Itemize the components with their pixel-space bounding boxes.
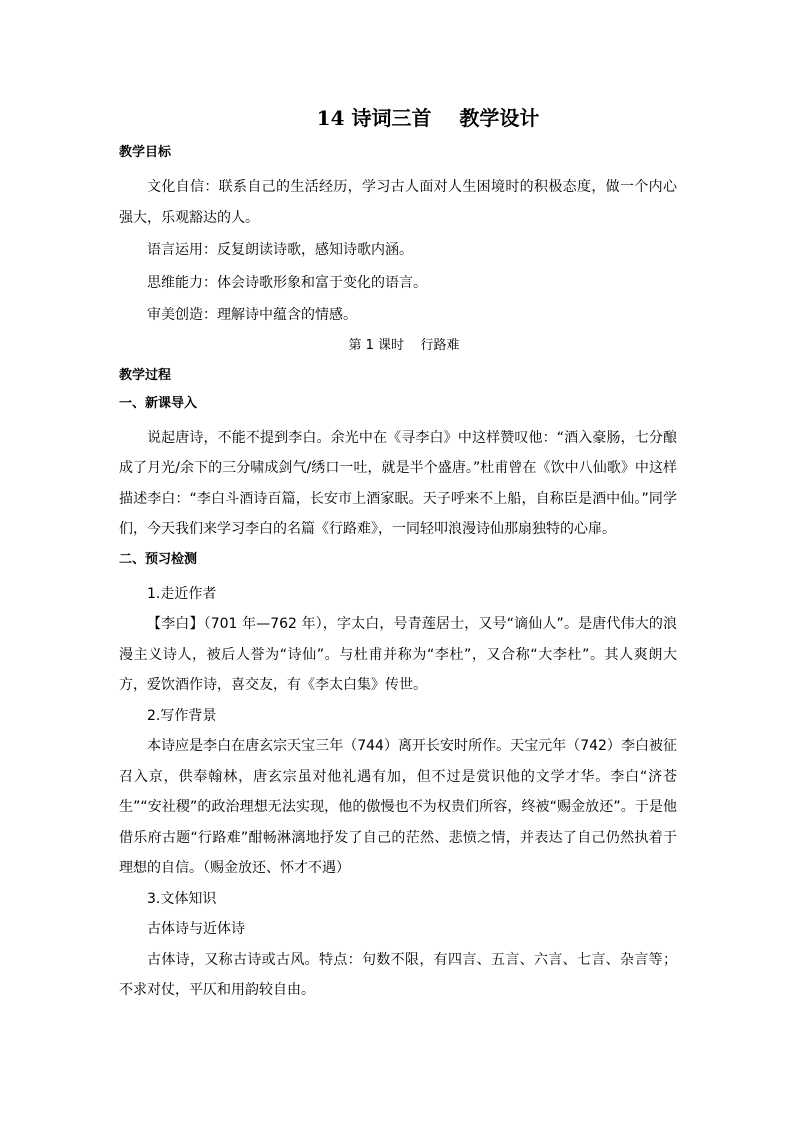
document-page [119, 104, 677, 1006]
page-title: 14 诗词三首 教学设计 [316, 106, 540, 130]
goals-heading: 教学目标 [119, 145, 172, 160]
sub3-title: 3.文体知识 [147, 890, 217, 907]
section1-heading: 一、新课导入 [119, 395, 198, 411]
process-heading: 教学过程 [119, 367, 172, 383]
section2-heading: 二、预习检测 [119, 551, 198, 567]
sub1-title: 1.走近作者 [147, 585, 217, 602]
sub2-text: 本诗应是李白在唐玄宗天宝三年（744）离开长安时所作。天宝元年（742）李白被征召入京，供奉翰林，唐玄宗虽对他礼遇有加，但不过是赏识他的文学才华。李白“济苍生”“安社稷”的政治理想无法实现，他的傲慢也不为权贵们所容，终被“赐金放还”。于是他借乐府古题“行路难”酣畅淋漓地抒发了自己的茫然、悲愤之情，并表达了自己仍然执着于理想的自信。（赐金放还、怀才不遇） [119, 738, 677, 876]
goal-thinking: 思维能力：体会诗歌形象和富于变化的语言。 [147, 274, 427, 291]
sub2-title: 2.写作背景 [147, 707, 217, 724]
goal-language: 语言运用：反复朗读诗歌，感知诗歌内涵。 [147, 242, 413, 258]
sub1-text: 【李白】（701 年—762 年），字太白，号青莲居士，又号“谪仙人”。是唐代伟大的浪漫主义诗人，被后人誉为“诗仙”。与杜甫并称为“李杜”，又合称“大李杜”。其人爽朗大方，爱饮酒作诗，喜交友，有《李太白集》传世。 [119, 616, 677, 693]
sub3-subtitle: 古体诗与近体诗 [147, 921, 245, 937]
lesson-title: 第 1 课时 行路难 [348, 337, 460, 353]
goal-aesthetic: 审美创造：理解诗中蕴含的情感。 [147, 307, 357, 323]
section1-text: 说起唐诗，不能不提到李白。余光中在《寻李白》中这样赞叹他：“酒入豪肠，七分酿成了月光/余下的三分啸成剑气/绣口一吐，就是半个盛唐。”杜甫曾在《饮中八仙歌》中这样描述李白：“李白斗酒诗百篇，长安市上酒家眠。天子呼来不上船，自称臣是酒中仙。”同学们，今天我们来学习李白的名篇《行路难》，一同轻叩浪漫诗仙那扇独特的心扉。 [119, 429, 677, 537]
goal-culture: 文化自信：联系自己的生活经历，学习古人面对人生困境时的积极态度，做一个内心强大，乐观豁达的人。 [119, 179, 677, 226]
sub3-text: 古体诗，又称古诗或古风。特点：句数不限，有四言、五言、六言、七言、杂言等；不求对仗，平仄和用韵较自由。 [119, 951, 677, 998]
